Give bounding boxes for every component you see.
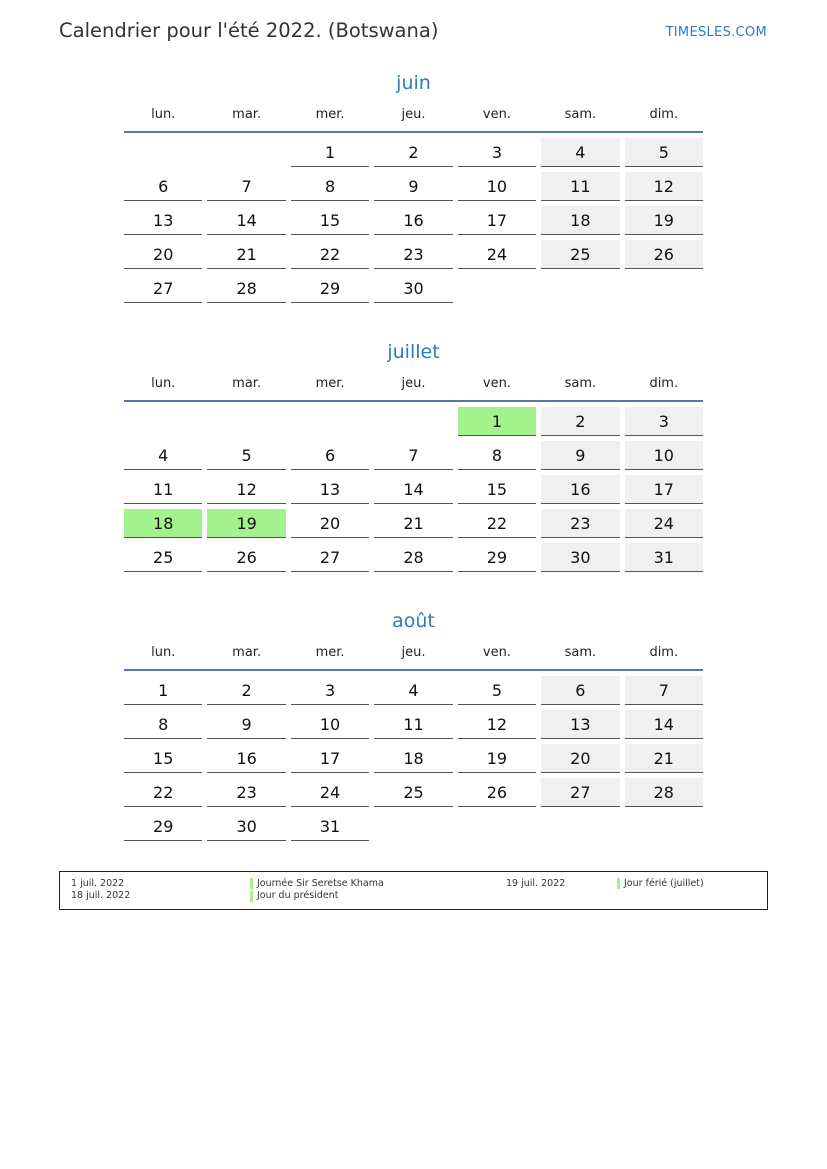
day-cell: 21 xyxy=(374,509,452,538)
weekend-day-cell: 2 xyxy=(541,407,619,436)
month-calendar xyxy=(124,339,703,572)
weekday-label: dim. xyxy=(649,107,679,122)
month-name: juillet xyxy=(387,341,440,363)
legend-date: 18 juil. 2022 xyxy=(71,890,131,901)
weekend-day-cell: 4 xyxy=(541,138,619,167)
empty-day-cell xyxy=(124,138,202,167)
day-cell: 31 xyxy=(291,812,369,841)
day-cell: 16 xyxy=(374,206,452,235)
weekday-label: sam. xyxy=(564,645,597,660)
day-cell: 26 xyxy=(458,778,536,807)
weekend-day-cell: 28 xyxy=(625,778,703,807)
day-cell: 18 xyxy=(374,744,452,773)
weekday-label: sam. xyxy=(564,107,597,122)
empty-day-cell xyxy=(207,138,285,167)
holiday-color-marker xyxy=(250,891,253,902)
day-cell: 8 xyxy=(458,441,536,470)
day-cell: 29 xyxy=(124,812,202,841)
weekday-label: lun. xyxy=(151,376,176,391)
day-cell: 30 xyxy=(207,812,285,841)
weekend-day-cell: 20 xyxy=(541,744,619,773)
page-title: Calendrier pour l'été 2022. (Botswana) xyxy=(59,19,439,42)
weekend-day-cell: 19 xyxy=(625,206,703,235)
weekend-day-cell: 14 xyxy=(625,710,703,739)
weekday-label: dim. xyxy=(649,376,679,391)
weekend-day-cell: 30 xyxy=(541,543,619,572)
weekday-label: lun. xyxy=(151,107,176,122)
weekday-header-row xyxy=(124,643,703,671)
month-calendar xyxy=(124,70,703,303)
weekend-day-cell: 17 xyxy=(625,475,703,504)
weekend-day-cell: 21 xyxy=(625,744,703,773)
day-cell: 1 xyxy=(291,138,369,167)
day-cell: 24 xyxy=(458,240,536,269)
day-cell: 20 xyxy=(291,509,369,538)
weekend-day-cell: 5 xyxy=(625,138,703,167)
day-cell: 15 xyxy=(124,744,202,773)
day-cell: 10 xyxy=(458,172,536,201)
day-cell: 7 xyxy=(207,172,285,201)
weekday-label: dim. xyxy=(649,645,679,660)
weekday-label: ven. xyxy=(482,107,511,122)
holiday-color-marker xyxy=(250,878,253,889)
holiday-color-marker xyxy=(617,878,620,889)
day-cell: 22 xyxy=(124,778,202,807)
legend-holiday-name: Journée Sir Seretse Khama xyxy=(257,878,384,889)
day-cell: 13 xyxy=(124,206,202,235)
legend-date: 19 juil. 2022 xyxy=(506,878,566,889)
day-cell: 29 xyxy=(458,543,536,572)
legend-holiday-name: Jour férié (juillet) xyxy=(624,878,704,889)
day-cell: 23 xyxy=(374,240,452,269)
month-calendar xyxy=(124,608,703,841)
day-cell: 23 xyxy=(207,778,285,807)
day-cell: 22 xyxy=(458,509,536,538)
day-cell: 7 xyxy=(374,441,452,470)
weekend-day-cell: 11 xyxy=(541,172,619,201)
day-cell: 12 xyxy=(207,475,285,504)
day-cell: 3 xyxy=(458,138,536,167)
weekend-day-cell: 27 xyxy=(541,778,619,807)
day-cell: 17 xyxy=(458,206,536,235)
day-cell: 8 xyxy=(124,710,202,739)
day-cell: 24 xyxy=(291,778,369,807)
weekday-label: jeu. xyxy=(401,376,426,391)
day-cell: 3 xyxy=(291,676,369,705)
weekend-day-cell: 24 xyxy=(625,509,703,538)
day-cell: 2 xyxy=(207,676,285,705)
holiday-day-cell: 1 xyxy=(458,407,536,436)
weekday-label: mer. xyxy=(315,645,345,660)
weekend-day-cell: 12 xyxy=(625,172,703,201)
weekend-day-cell: 18 xyxy=(541,206,619,235)
weekend-day-cell: 6 xyxy=(541,676,619,705)
day-cell: 8 xyxy=(291,172,369,201)
holiday-legend xyxy=(59,871,768,910)
empty-day-cell xyxy=(374,407,452,436)
day-cell: 2 xyxy=(374,138,452,167)
day-cell: 25 xyxy=(124,543,202,572)
day-cell: 28 xyxy=(207,274,285,303)
day-cell: 6 xyxy=(124,172,202,201)
day-cell: 27 xyxy=(291,543,369,572)
day-cell: 5 xyxy=(458,676,536,705)
day-cell: 5 xyxy=(207,441,285,470)
day-cell: 13 xyxy=(291,475,369,504)
weekend-day-cell: 3 xyxy=(625,407,703,436)
holiday-day-cell: 18 xyxy=(124,509,202,538)
weekday-label: ven. xyxy=(482,645,511,660)
brand-link[interactable]: TIMESLES.COM xyxy=(665,25,767,40)
legend-date: 1 juil. 2022 xyxy=(71,878,125,889)
day-cell: 27 xyxy=(124,274,202,303)
weekday-label: lun. xyxy=(151,645,176,660)
day-cell: 15 xyxy=(291,206,369,235)
weekday-label: mar. xyxy=(232,645,262,660)
weekday-header-row xyxy=(124,374,703,402)
weekend-day-cell: 13 xyxy=(541,710,619,739)
day-cell: 15 xyxy=(458,475,536,504)
day-cell: 28 xyxy=(374,543,452,572)
weekend-day-cell: 23 xyxy=(541,509,619,538)
weekday-label: ven. xyxy=(482,376,511,391)
day-cell: 22 xyxy=(291,240,369,269)
weekday-label: mar. xyxy=(232,107,262,122)
day-cell: 25 xyxy=(374,778,452,807)
weekend-day-cell: 16 xyxy=(541,475,619,504)
weekday-label: sam. xyxy=(564,376,597,391)
weekend-day-cell: 31 xyxy=(625,543,703,572)
day-cell: 26 xyxy=(207,543,285,572)
weekday-label: mer. xyxy=(315,107,345,122)
day-cell: 4 xyxy=(374,676,452,705)
empty-day-cell xyxy=(291,407,369,436)
day-cell: 29 xyxy=(291,274,369,303)
day-cell: 16 xyxy=(207,744,285,773)
weekday-label: mar. xyxy=(232,376,262,391)
day-cell: 30 xyxy=(374,274,452,303)
day-cell: 21 xyxy=(207,240,285,269)
day-cell: 17 xyxy=(291,744,369,773)
day-cell: 12 xyxy=(458,710,536,739)
day-cell: 14 xyxy=(374,475,452,504)
day-grid xyxy=(124,407,703,572)
holiday-day-cell: 19 xyxy=(207,509,285,538)
legend-holiday-name: Jour du président xyxy=(257,890,339,901)
day-cell: 4 xyxy=(124,441,202,470)
weekday-header-row xyxy=(124,105,703,133)
weekday-label: mer. xyxy=(315,376,345,391)
day-cell: 19 xyxy=(458,744,536,773)
weekend-day-cell: 7 xyxy=(625,676,703,705)
weekend-day-cell: 25 xyxy=(541,240,619,269)
day-cell: 9 xyxy=(374,172,452,201)
month-name: juin xyxy=(396,72,431,94)
day-cell: 6 xyxy=(291,441,369,470)
day-cell: 9 xyxy=(207,710,285,739)
weekend-day-cell: 10 xyxy=(625,441,703,470)
month-name: août xyxy=(392,610,435,632)
weekend-day-cell: 9 xyxy=(541,441,619,470)
day-cell: 11 xyxy=(124,475,202,504)
weekend-day-cell: 26 xyxy=(625,240,703,269)
day-grid xyxy=(124,676,703,841)
day-cell: 10 xyxy=(291,710,369,739)
weekday-label: jeu. xyxy=(401,107,426,122)
empty-day-cell xyxy=(124,407,202,436)
day-cell: 1 xyxy=(124,676,202,705)
day-grid xyxy=(124,138,703,303)
weekday-label: jeu. xyxy=(401,645,426,660)
day-cell: 20 xyxy=(124,240,202,269)
empty-day-cell xyxy=(207,407,285,436)
day-cell: 14 xyxy=(207,206,285,235)
day-cell: 11 xyxy=(374,710,452,739)
